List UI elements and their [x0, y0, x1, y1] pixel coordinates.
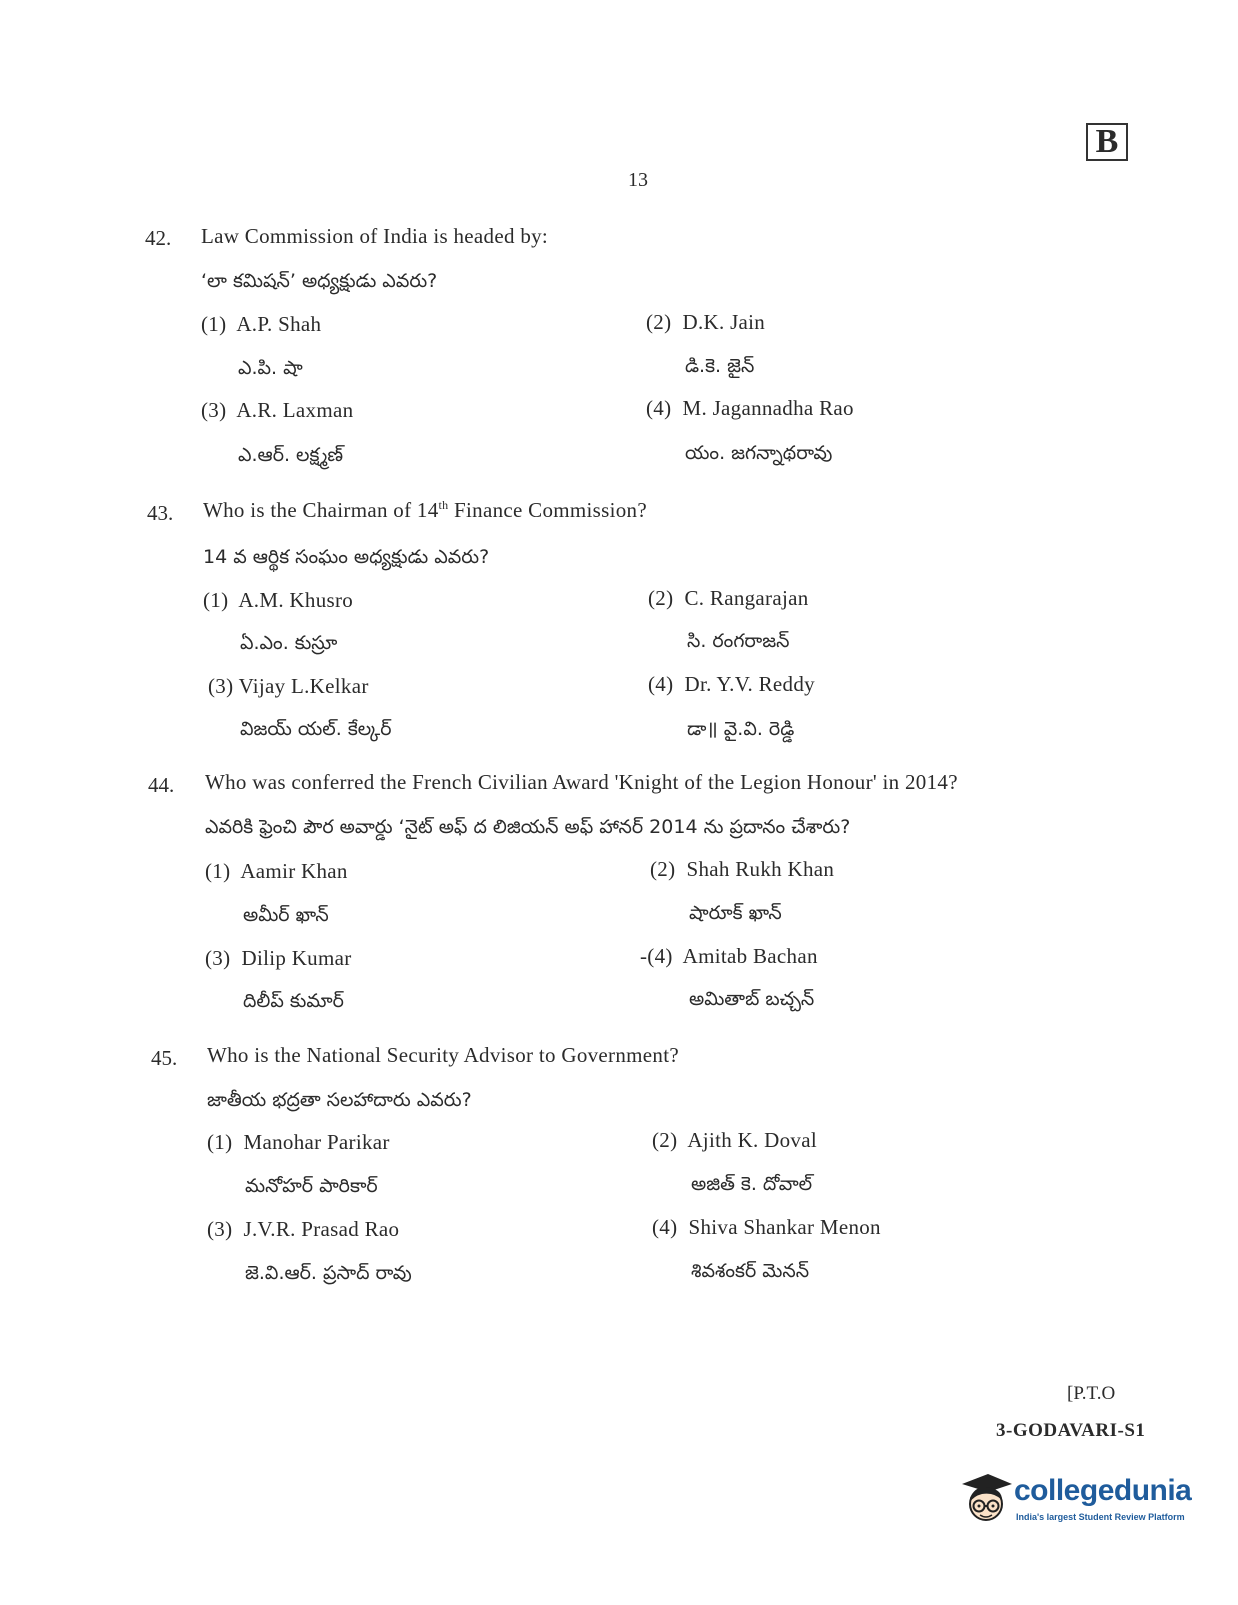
option-3: (3) Dilip Kumar — [205, 946, 352, 970]
mascot-icon — [958, 1466, 1014, 1536]
option-3-te: విజయ్ యల్. కేల్కర్ — [240, 718, 392, 740]
option-2-te: సి. రంగరాజన్ — [687, 630, 790, 652]
option-1: (1) A.M. Khusro — [203, 588, 354, 612]
option-1-te: ఏ.ఎం. కుస్రూ — [240, 632, 338, 654]
option-3: (3) A.R. Laxman — [201, 398, 354, 422]
collegedunia-logo — [958, 1466, 1192, 1536]
option-1-te: మనోహర్ పారికార్ — [245, 1175, 378, 1197]
paper-code: 3-GODAVARI-S1 — [996, 1420, 1146, 1441]
option-2: (2) Ajith K. Doval — [652, 1128, 817, 1152]
option-4-te: శివశంకర్ మెనన్ — [691, 1260, 810, 1282]
option-1-te: ఎ.పి. షా — [238, 357, 303, 379]
question-text-te: ‘లా కమిషన్’ అధ్యక్షుడు ఎవరు? — [201, 270, 438, 292]
question-text-en: Who is the National Security Advisor to Government? — [207, 1043, 679, 1067]
option-1-te: అమీర్ ఖాన్ — [243, 904, 329, 926]
option-4: -(4) Amitab Bachan — [640, 944, 818, 968]
option-4: (4) M. Jagannadha Rao — [646, 396, 854, 420]
question-text-te: జాతీయ భద్రతా సలహాదారు ఎవరు? — [207, 1089, 472, 1111]
option-2: (2) C. Rangarajan — [648, 586, 809, 610]
option-3-te: ఎ.ఆర్. లక్ష్మణ్ — [238, 444, 344, 466]
question-text-en: Law Commission of India is headed by: — [201, 224, 549, 248]
option-4-te: యం. జగన్నాథరావు — [685, 442, 833, 464]
question-text-te: ఎవరికి ఫ్రెంచి పౌర అవార్డు ‘నైట్ అఫ్ ద లిజియన్ అఫ్ హానర్ 2014 ను ప్రదానం చేశారు? — [205, 816, 851, 838]
option-3: (3) J.V.R. Prasad Rao — [207, 1217, 400, 1241]
option-4: (4) Shiva Shankar Menon — [652, 1215, 881, 1239]
option-4: (4) Dr. Y.V. Reddy — [648, 672, 815, 696]
question-text-en: Who is the Chairman of 14th Finance Commission? — [203, 498, 647, 522]
page-number: 13 — [628, 169, 648, 191]
option-2: (2) Shah Rukh Khan — [650, 857, 835, 881]
question-number: 44. — [148, 773, 175, 797]
option-2-te: అజిత్ కె. దోవాల్ — [691, 1173, 813, 1195]
logo-brand-text: collegedunia — [1014, 1474, 1192, 1507]
option-1: (1) A.P. Shah — [201, 312, 322, 336]
option-2-te: డి.కె. జైన్ — [685, 355, 755, 377]
option-2-te: షారూక్ ఖాన్ — [689, 902, 782, 924]
option-1: (1) Aamir Khan — [205, 859, 348, 883]
option-3-te: దిలీప్ కుమార్ — [243, 990, 344, 1012]
option-2: (2) D.K. Jain — [646, 310, 766, 334]
question-number: 45. — [151, 1046, 178, 1070]
option-1: (1) Manohar Parikar — [207, 1130, 390, 1154]
question-number: 42. — [145, 226, 172, 250]
option-3-te: జె.వి.ఆర్. ప్రసాద్ రావు — [245, 1262, 412, 1284]
option-4-te: డా॥ వై.వి. రెడ్డి — [687, 718, 795, 740]
question-text-te: 14 వ ఆర్థిక సంఘం అధ్యక్షుడు ఎవరు? — [203, 546, 490, 568]
question-number: 43. — [147, 501, 174, 525]
option-3: (3) Vijay L.Kelkar — [208, 674, 369, 698]
pto-label: [P.T.O — [1067, 1383, 1116, 1404]
option-4-te: అమితాబ్ బచ్చన్ — [689, 988, 815, 1010]
set-code-box: B — [1086, 123, 1128, 161]
logo-tagline: India's largest Student Review Platform — [1016, 1512, 1185, 1522]
question-text-en: Who was conferred the French Civilian Award 'Knight of the Legion Honour' in 2014? — [205, 770, 958, 794]
